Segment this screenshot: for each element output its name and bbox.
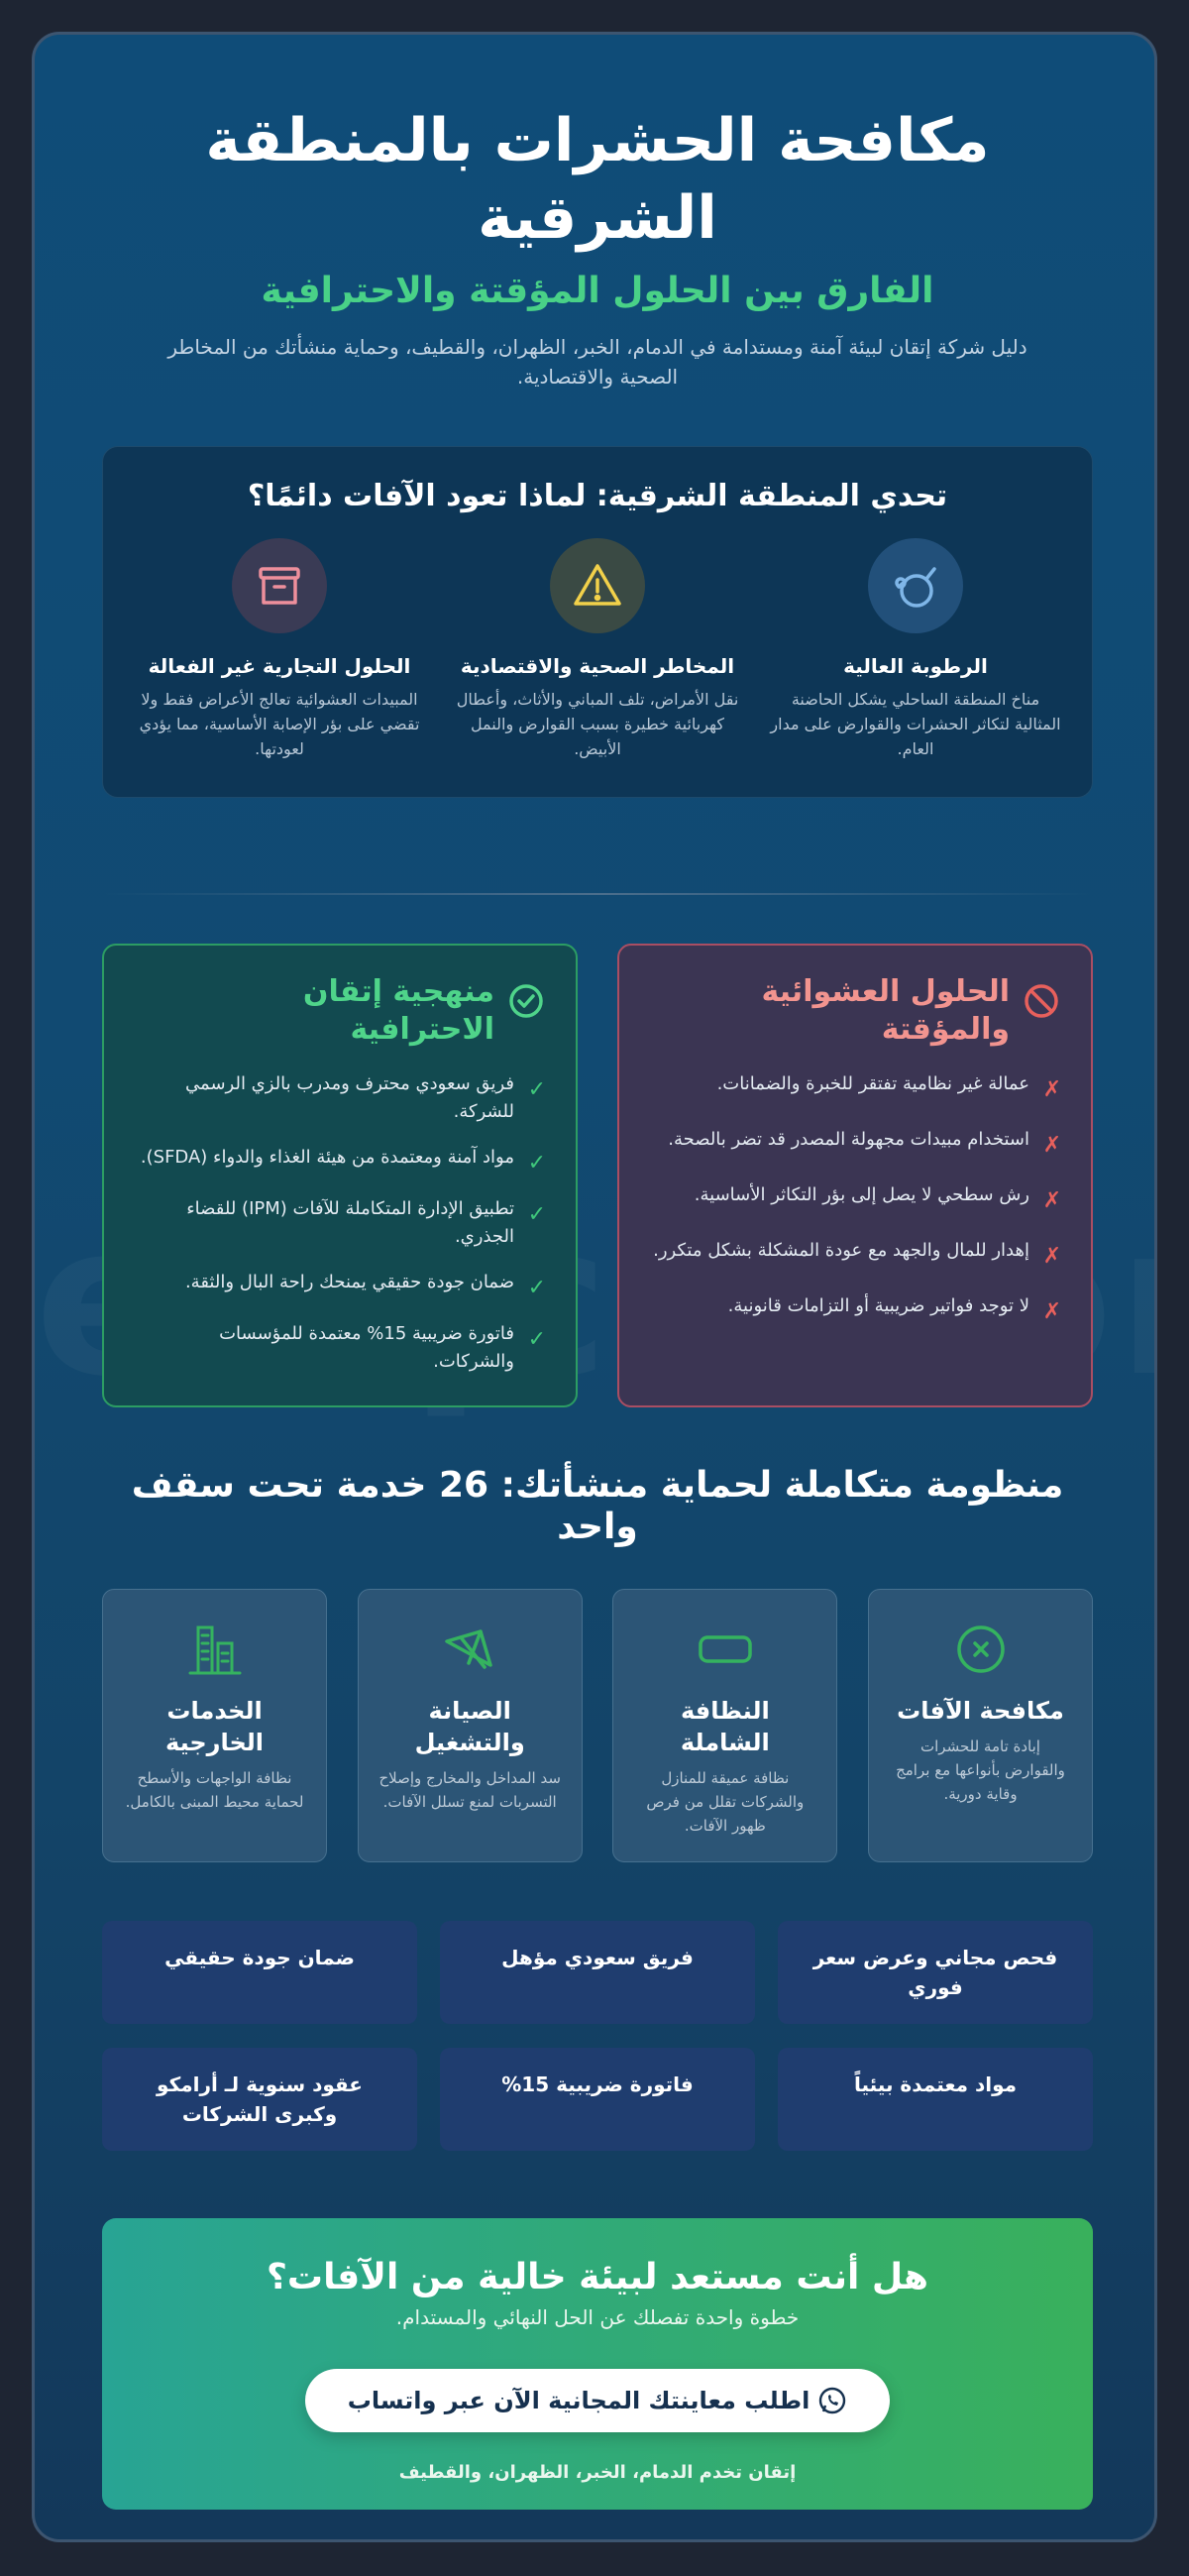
service-title: الصيانة والتشغيل bbox=[414, 1697, 525, 1756]
service-text: نظافة الواجهات والأسطح لحماية محيط المبنى بالكامل. bbox=[125, 1769, 304, 1811]
list-item bbox=[649, 1181, 1061, 1215]
challenge-item-ineffective bbox=[131, 538, 428, 761]
features-grid bbox=[102, 1921, 1093, 2151]
service-card-cleaning[interactable] bbox=[612, 1589, 837, 1862]
cta-subtitle: خطوة واحدة تفصلك عن الحل النهائي والمستدام. bbox=[395, 2305, 800, 2329]
archive-box-icon bbox=[232, 538, 327, 633]
list-item bbox=[134, 1195, 546, 1251]
list-item bbox=[134, 1144, 546, 1177]
maintenance-icon bbox=[378, 1620, 562, 1679]
cta-footer: إتقان تخدم الدمام، الخبر، الظهران، والقطيف bbox=[398, 2462, 797, 2483]
service-text: إبادة تامة للحشرات والقوارض بأنواعها مع برامج وقاية دورية. bbox=[896, 1737, 1065, 1803]
whatsapp-icon bbox=[817, 2386, 847, 2415]
challenge-card bbox=[102, 446, 1093, 798]
challenge-item-humidity bbox=[767, 538, 1064, 761]
cross-icon: ✗ bbox=[1042, 1077, 1061, 1102]
service-text: نظافة عميقة للمنازل والشركات تقلل من فرص ظهور الآفات. bbox=[646, 1769, 805, 1835]
feature-badge: فاتورة ضريبية 15% bbox=[440, 2048, 755, 2151]
list-item-text: تطبيق الإدارة المتكاملة للآفات (IPM) للقضاء الجذري. bbox=[186, 1198, 514, 1247]
check-icon: ✓ bbox=[527, 1276, 546, 1300]
list-item-text: فاتورة ضريبية 15% معتمدة للمؤسسات والشركات. bbox=[219, 1323, 514, 1372]
list-item-text: لا توجد فواتير ضريبية أو التزامات قانونية. bbox=[727, 1295, 1029, 1316]
page-title: مكافحة الحشرات بالمنطقة الشرقية bbox=[205, 106, 990, 253]
challenge-items bbox=[131, 538, 1064, 761]
check-circle-icon bbox=[506, 981, 546, 1021]
list-item bbox=[134, 1320, 546, 1376]
check-icon: ✓ bbox=[527, 1327, 546, 1352]
cross-icon: ✗ bbox=[1042, 1299, 1061, 1324]
professional-method-title: منهجية إتقان الاحترافية bbox=[302, 974, 494, 1047]
professional-method-list bbox=[134, 1070, 546, 1376]
cross-icon: ✗ bbox=[1042, 1244, 1061, 1269]
services-grid bbox=[102, 1589, 1093, 1862]
list-item-text: عمالة غير نظامية تفتقر للخبرة والضمانات. bbox=[716, 1073, 1029, 1094]
challenge-item-title: الرطوبة العالية bbox=[843, 654, 988, 678]
temporary-solutions-title: الحلول العشوائية والمؤقتة bbox=[761, 974, 1010, 1047]
challenge-item-title: الحلول التجارية غير الفعالة bbox=[148, 654, 411, 678]
page-frame bbox=[32, 32, 1157, 2542]
feature-badge: فريق سعودي مؤهل bbox=[440, 1921, 755, 2024]
cta-button-label: اطلب معاينتك المجانية الآن عبر واتساب bbox=[347, 2387, 811, 2414]
feature-badge: ضمان جودة حقيقي bbox=[102, 1921, 417, 2024]
page-subtitle: الفارق بين الحلول المؤقتة والاحترافية bbox=[261, 271, 934, 311]
list-item-text: إهدار للمال والجهد مع عودة المشكلة بشكل متكرر. bbox=[653, 1240, 1029, 1261]
challenge-title: تحدي المنطقة الشرقية: لماذا تعود الآفات دائمًا؟ bbox=[247, 479, 948, 513]
humidity-icon bbox=[868, 538, 963, 633]
cross-icon: ✗ bbox=[1042, 1133, 1061, 1158]
list-item-text: استخدام مبيدات مجهولة المصدر قد تضر بالصحة. bbox=[668, 1129, 1029, 1150]
temporary-solutions-header bbox=[649, 973, 1061, 1049]
feature-badge: عقود سنوية لـ أرامكو وكبرى الشركات bbox=[102, 2048, 417, 2151]
cta-title: هل أنت مستعد لبيئة خالية من الآفات؟ bbox=[267, 2257, 928, 2297]
challenge-item-text: نقل الأمراض، تلف المباني والأثاث، وأعطال كهربائية خطيرة بسبب القوارض والنمل الأبيض. bbox=[456, 690, 739, 758]
whatsapp-cta-button[interactable] bbox=[305, 2369, 890, 2432]
challenge-item-risks bbox=[449, 538, 746, 761]
service-card-maintenance[interactable] bbox=[358, 1589, 583, 1862]
check-icon: ✓ bbox=[527, 1202, 546, 1227]
prohibited-icon bbox=[1022, 981, 1061, 1021]
comparison-section bbox=[102, 944, 1093, 1407]
service-text: سد المداخل والمخارج وإصلاح التسربات لمنع تسلل الآفات. bbox=[378, 1769, 561, 1811]
list-item-text: فريق سعودي محترف ومدرب بالزي الرسمي للشركة. bbox=[185, 1073, 514, 1122]
service-card-external[interactable] bbox=[102, 1589, 327, 1862]
hero-section bbox=[102, 102, 1093, 392]
building-icon bbox=[123, 1620, 306, 1679]
service-title: الخدمات الخارجية bbox=[165, 1697, 265, 1756]
list-item bbox=[649, 1070, 1061, 1104]
service-card-pest-control[interactable] bbox=[868, 1589, 1093, 1862]
list-item bbox=[649, 1237, 1061, 1271]
cross-icon: ✗ bbox=[1042, 1188, 1061, 1213]
services-title: منظومة متكاملة لحماية منشأتك: 26 خدمة تحت سقف واحد bbox=[131, 1465, 1064, 1547]
cleaning-icon bbox=[633, 1620, 816, 1679]
temporary-solutions-list bbox=[649, 1070, 1061, 1326]
warning-icon bbox=[550, 538, 645, 633]
check-icon: ✓ bbox=[527, 1077, 546, 1102]
challenge-item-title: المخاطر الصحية والاقتصادية bbox=[460, 654, 735, 678]
feature-badge: فحص مجاني وعرض سعر فوري bbox=[778, 1921, 1093, 2024]
service-title: النظافة الشاملة bbox=[680, 1697, 770, 1756]
feature-badge: مواد معتمدة بيئياً bbox=[778, 2048, 1093, 2151]
list-item bbox=[649, 1292, 1061, 1326]
cta-section bbox=[102, 2218, 1093, 2510]
professional-method-card bbox=[102, 944, 578, 1407]
list-item bbox=[134, 1070, 546, 1126]
section-divider bbox=[102, 893, 1093, 895]
professional-method-header bbox=[134, 973, 546, 1049]
temporary-solutions-card bbox=[617, 944, 1093, 1407]
list-item bbox=[649, 1126, 1061, 1160]
list-item bbox=[134, 1269, 546, 1302]
list-item-text: ضمان جودة حقيقي يمنحك راحة البال والثقة. bbox=[184, 1272, 514, 1292]
page-description: دليل شركة إتقان لبيئة آمنة ومستدامة في الدمام، الخبر، الظهران، والقطيف، وحماية منشأتك من المخاطر الصحية والاقتصادية. bbox=[167, 335, 1027, 389]
challenge-item-text: مناخ المنطقة الساحلي يشكل الحاضنة المثالية لتكاثر الحشرات والقوارض على مدار العام. bbox=[770, 690, 1061, 758]
list-item-text: مواد آمنة ومعتمدة من هيئة الغذاء والدواء (SFDA). bbox=[140, 1147, 514, 1168]
challenge-item-text: المبيدات العشوائية تعالج الأعراض فقط ولا تقضي على بؤر الإصابة الأساسية، مما يؤدي لعودتها. bbox=[139, 690, 420, 758]
list-item-text: رش سطحي لا يصل إلى بؤر التكاثر الأساسية. bbox=[694, 1184, 1029, 1205]
pest-control-icon bbox=[889, 1620, 1072, 1679]
service-title: مكافحة الآفات bbox=[897, 1697, 1064, 1725]
check-icon: ✓ bbox=[527, 1151, 546, 1176]
